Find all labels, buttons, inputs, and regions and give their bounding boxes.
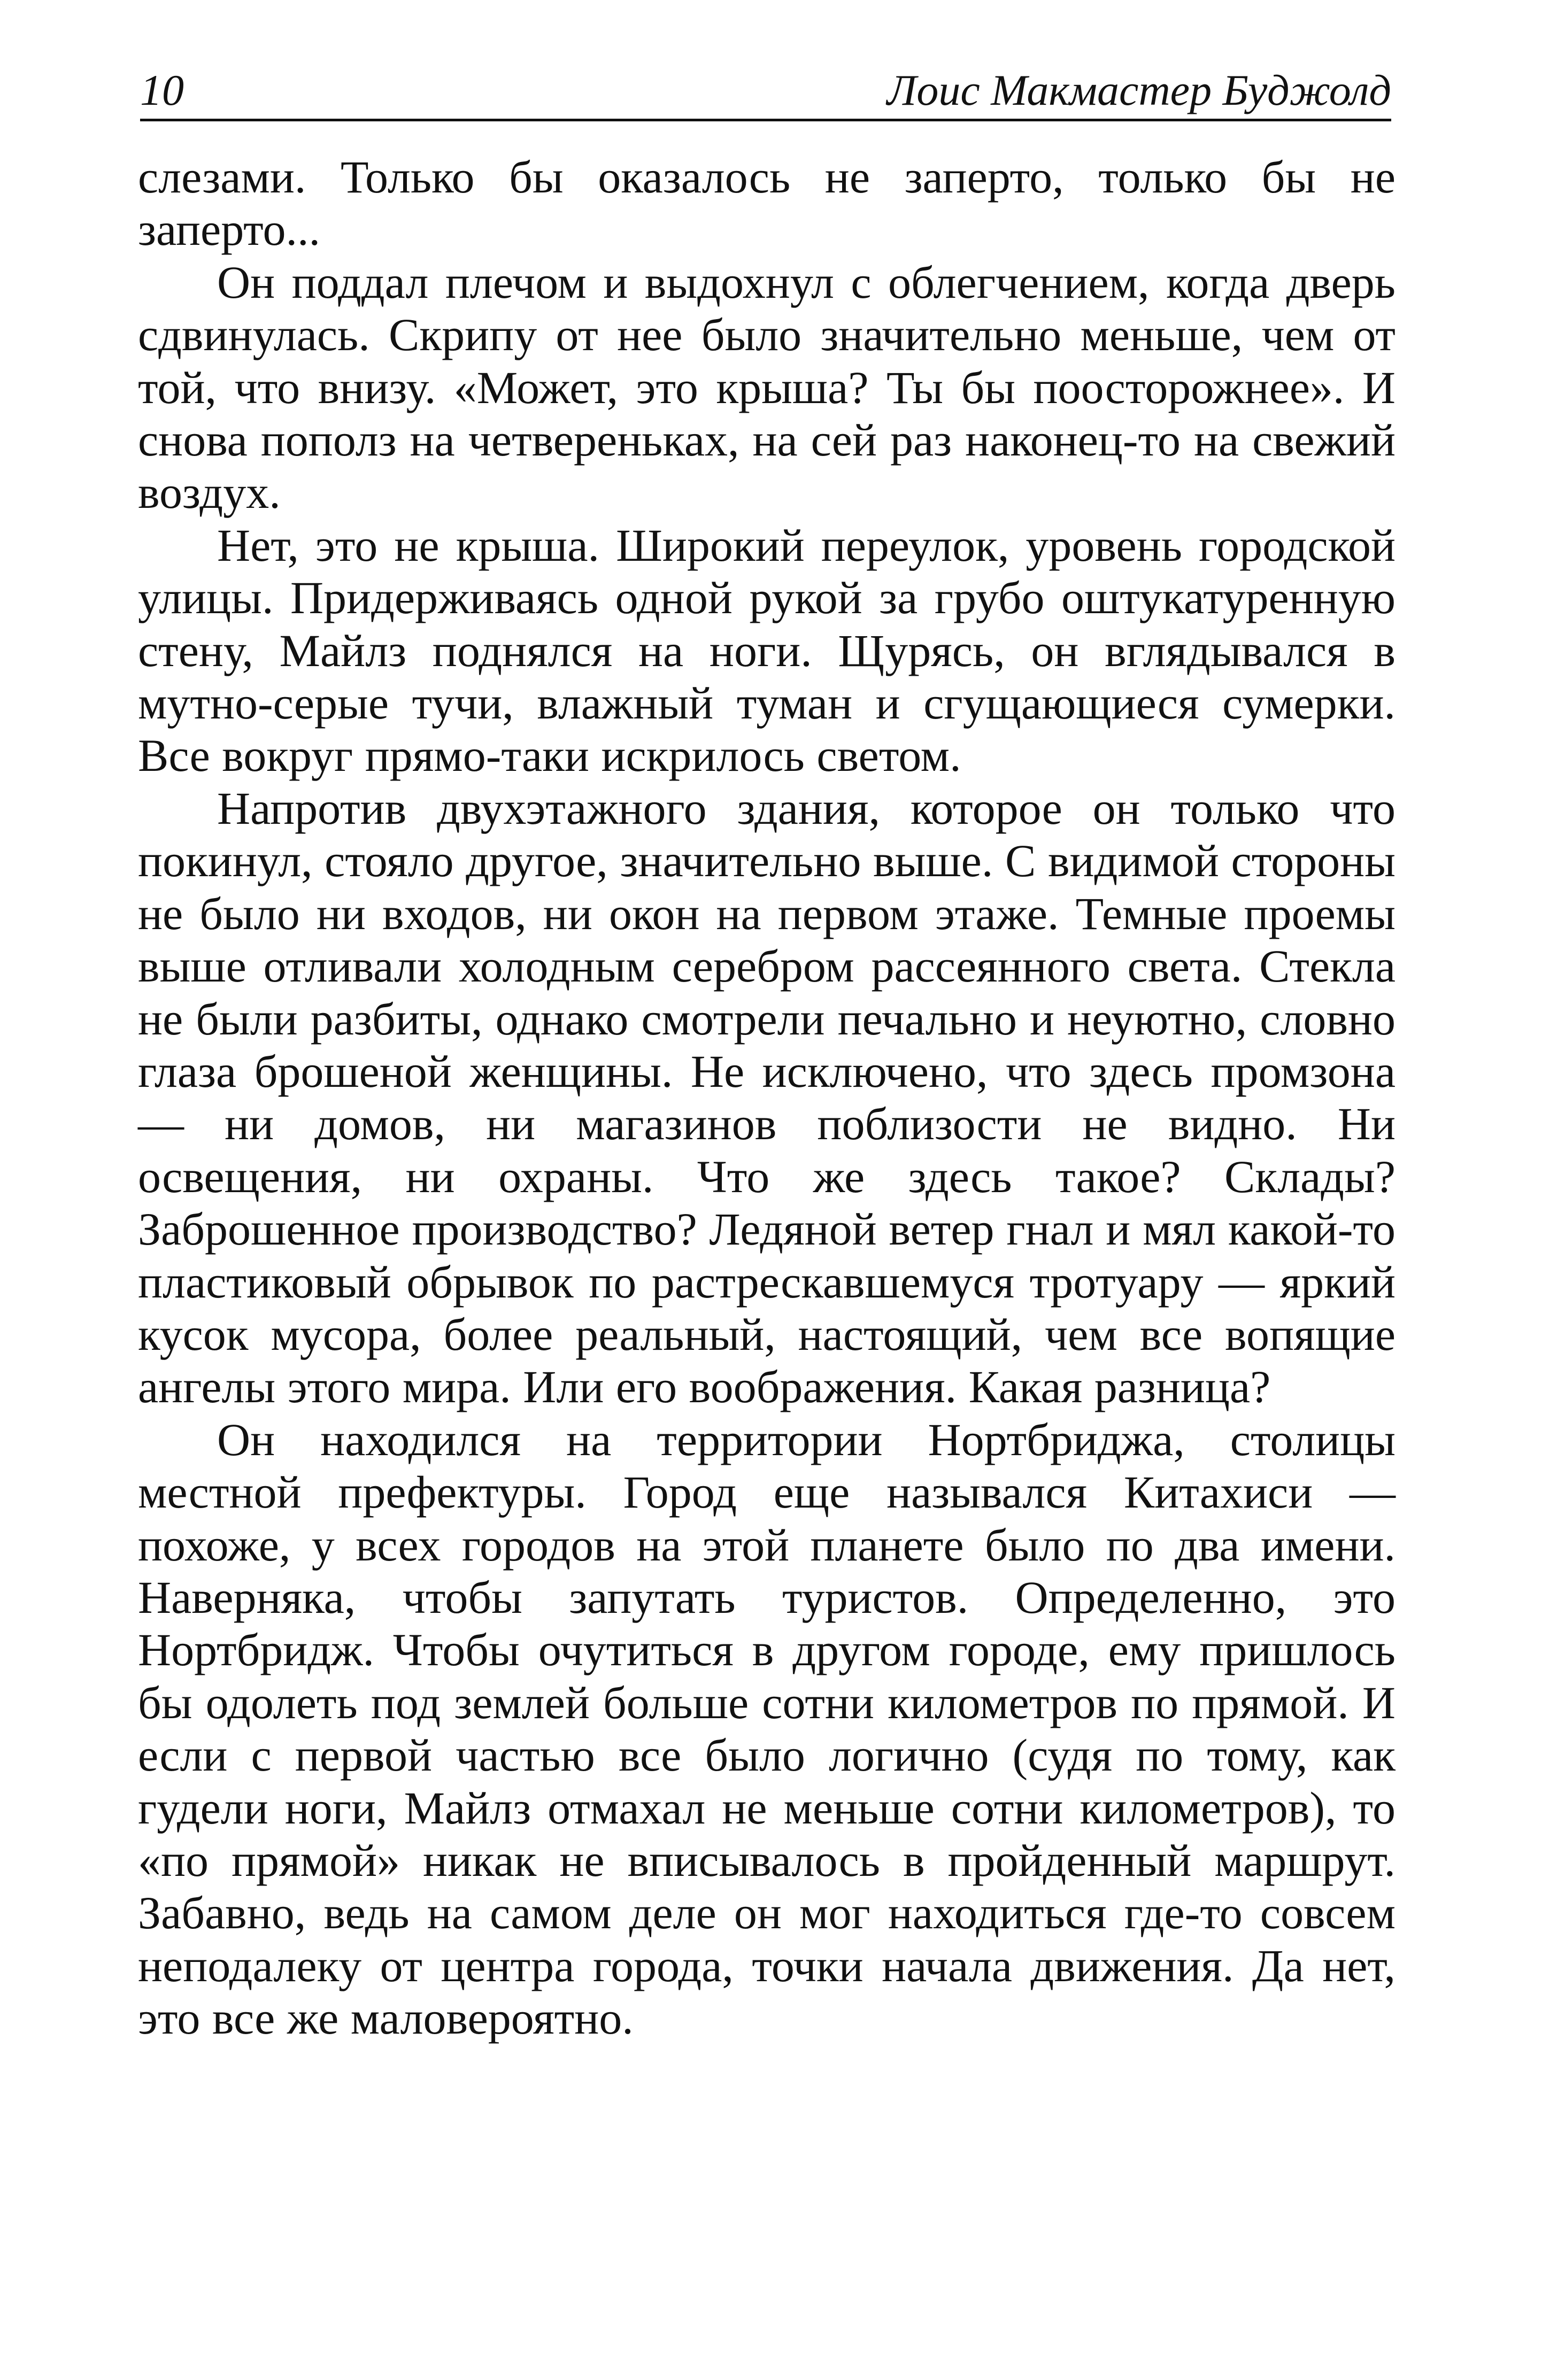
page-number: 10: [140, 66, 184, 114]
paragraph-2: Он поддал плечом и выдохнул с облегчением, когда дверь сдвинулась. Скрипу от нее было значительно меньше, чем от той, что внизу. «Может, это крыша? Ты бы поосторожнее». И снова пополз на четвереньках, на сей раз наконец-то на свежий воздух.: [138, 256, 1395, 519]
running-head: [140, 49, 1391, 121]
paragraph-4: Напротив двухэтажного здания, которое он только что покинул, стояло другое, значительно выше. С видимой стороны не было ни входов, ни окон на первом этаже. Темные проемы выше отливали холодным серебром рассеянного света. Стекла не были разбиты, однако смотрели печально и неуютно, словно глаза брошеной женщины. Не исключено, что здесь промзона — ни домов, ни магазинов поблизости не видно. Ни освещения, ни охраны. Что же здесь такое? Склады? Заброшенное производство? Ледяной ветер гнал и мял какой-то пластиковый обрывок по растрескавшемуся тротуару — яркий кусок мусора, более реальный, настоящий, чем все вопящие ангелы этого мира. Или его воображения. Какая разница?: [138, 782, 1395, 1413]
paragraph-5: Он находился на территории Нортбриджа, столицы местной префектуры. Город еще назывался Китахиси — похоже, у всех городов на этой планете было по два имени. Наверняка, чтобы запутать туристов. Определенно, это Нортбридж. Чтобы очутиться в другом городе, ему пришлось бы одолеть под землей больше сотни километров по прямой. И если с первой частью все было логично (судя по тому, как гудели ноги, Майлз отмахал не меньше сотни километров), то «по прямой» никак не вписывалось в пройденный маршрут. Забавно, ведь на самом деле он мог находиться где-то совсем неподалеку от центра города, точки начала движения. Да нет, это все же маловероятно.: [138, 1413, 1395, 2044]
paragraph-1: слезами. Только бы оказалось не заперто, только бы не заперто...: [138, 151, 1395, 256]
body-text: [138, 151, 1395, 2045]
running-title: Лоис Макмастер Буджолд: [886, 66, 1391, 114]
paragraph-3: Нет, это не крыша. Широкий переулок, уровень городской улицы. Придерживаясь одной рукой за грубо оштукатуренную стену, Майлз поднялся на ноги. Щурясь, он вглядывался в мутно-серые тучи, влажный туман и сгущающиеся сумерки. Все вокруг прямо-таки искрилось светом.: [138, 519, 1395, 782]
